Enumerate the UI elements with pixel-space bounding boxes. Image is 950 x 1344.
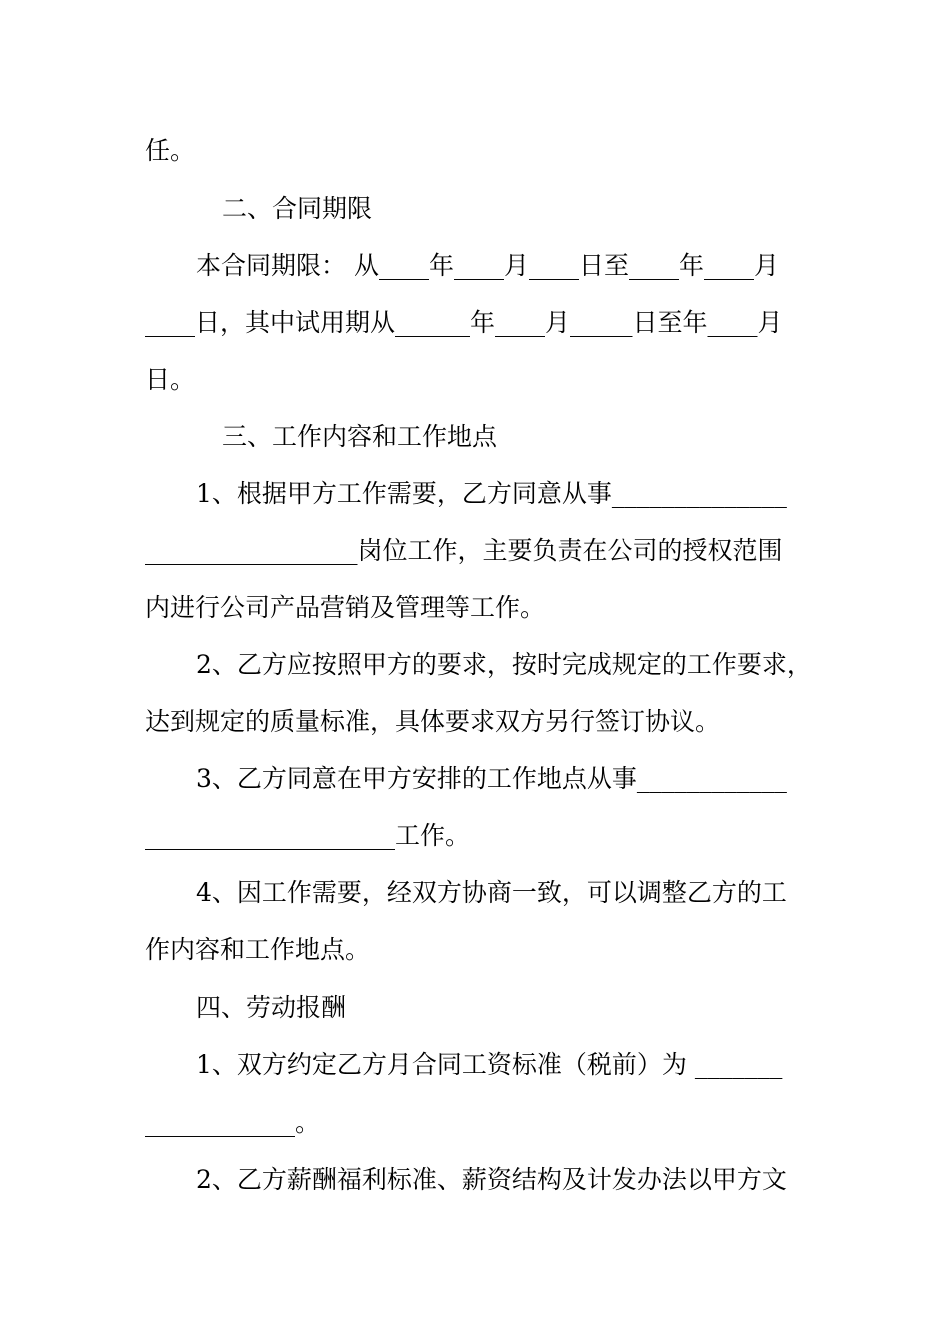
text-line: _________________岗位工作，主要负责在公司的授权范围 — [145, 536, 783, 565]
text-line: 3、乙方同意在甲方安排的工作地点从事____________ — [196, 764, 787, 793]
text-line: 日。 — [145, 365, 196, 394]
text-line: 2、乙方应按照甲方的要求，按时完成规定的工作要求， — [196, 650, 812, 679]
text-line: 内进行公司产品营销及管理等工作。 — [145, 593, 546, 622]
section-heading: 二、合同期限 — [222, 194, 373, 223]
text-line: 4、因工作需要，经双方协商一致，可以调整乙方的工 — [196, 878, 787, 907]
text-line: ____________________工作。 — [145, 821, 471, 850]
text-line: 1、双方约定乙方月合同工资标准（税前）为 _______ — [196, 1050, 783, 1079]
section-heading: 三、工作内容和工作地点 — [222, 422, 498, 451]
text-line: 2、乙方薪酬福利标准、薪资结构及计发办法以甲方文 — [196, 1165, 787, 1194]
text-line: 达到规定的质量标准，具体要求双方另行签订协议。 — [145, 707, 721, 736]
text-line: 作内容和工作地点。 — [145, 935, 371, 964]
text-line: 任。 — [145, 136, 196, 165]
text-line: 1、根据甲方工作需要，乙方同意从事______________ — [196, 479, 787, 508]
text-line: ____日，其中试用期从______年____月_____日至年____月 — [145, 308, 783, 337]
text-line: 本合同期限： 从____年____月____日至____年____月 — [196, 251, 779, 280]
text-line: ____________。 — [145, 1108, 321, 1137]
section-heading: 四、劳动报酬 — [196, 993, 347, 1022]
